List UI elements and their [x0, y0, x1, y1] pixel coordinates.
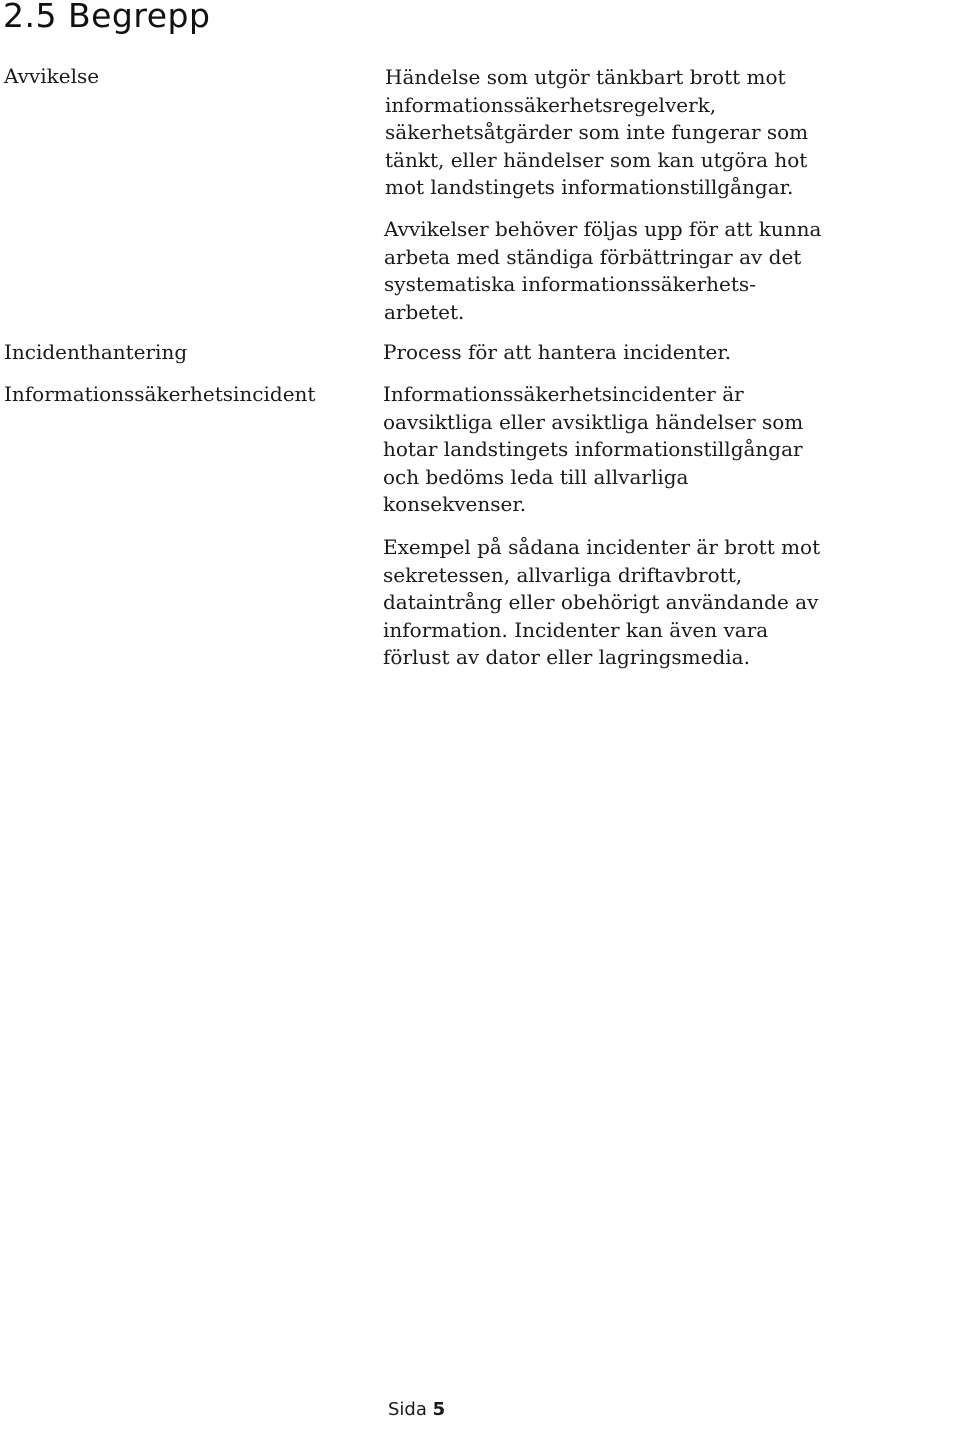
definition-line: mot landstingets informationstillgångar.: [385, 175, 794, 199]
definition-line: oavsiktliga eller avsiktliga händelser som: [383, 409, 804, 434]
term-incidenthantering: Incidenthantering: [4, 340, 188, 364]
definition-line: hotar landstingets informationstillgångar: [383, 437, 803, 461]
definition-line: systematiska informationssäkerhets-: [384, 272, 756, 296]
term-avvikelse: Avvikelse: [4, 64, 100, 88]
definition-line: Informationssäkerhetsincidenter är: [383, 382, 744, 406]
definition-line: Avvikelser behöver följas upp för att kunna: [384, 217, 822, 241]
definition-line: Händelse som utgör tänkbart brott mot: [385, 65, 786, 89]
definition-line: dataintrång eller obehörigt användande av: [383, 590, 819, 614]
page-label: Sida: [388, 1399, 427, 1420]
definition-informationssakerhetsincident: [383, 381, 803, 519]
definition-line: förlust av dator eller lagringsmedia.: [383, 645, 750, 669]
definition-line: konsekvenser.: [383, 492, 527, 516]
definition-line: arbeta med ständiga förbättringar av det: [384, 244, 802, 269]
definition-line: och bedöms leda till allvarliga: [383, 464, 689, 489]
page-footer: [388, 1398, 445, 1422]
definition-incidenthantering: [383, 339, 731, 367]
definition-line: information. Incidenter kan även vara: [383, 617, 769, 642]
definition-line: arbetet.: [384, 299, 465, 324]
definition-line: sekretessen, allvarliga driftavbrott,: [383, 562, 743, 587]
definition-line: Exempel på sådana incidenter är brott mot: [383, 535, 821, 559]
definition-line: Process för att hantera incidenter.: [383, 340, 732, 364]
definition-line: tänkt, eller händelser som kan utgöra hot: [385, 147, 808, 172]
definition-incident-examples: [383, 534, 820, 672]
definition-line: informationssäkerhetsregelverk,: [385, 92, 717, 117]
section-heading: 2.5 Begrepp: [3, 0, 211, 35]
page-number: 5: [432, 1399, 446, 1420]
term-informationssakerhetsincident: Informationssäkerhetsincident: [4, 382, 316, 406]
definition-avvikelse: [385, 64, 808, 202]
definition-line: säkerhetsåtgärder som inte fungerar som: [385, 120, 809, 144]
definition-avvikelse-followup: [384, 216, 821, 326]
